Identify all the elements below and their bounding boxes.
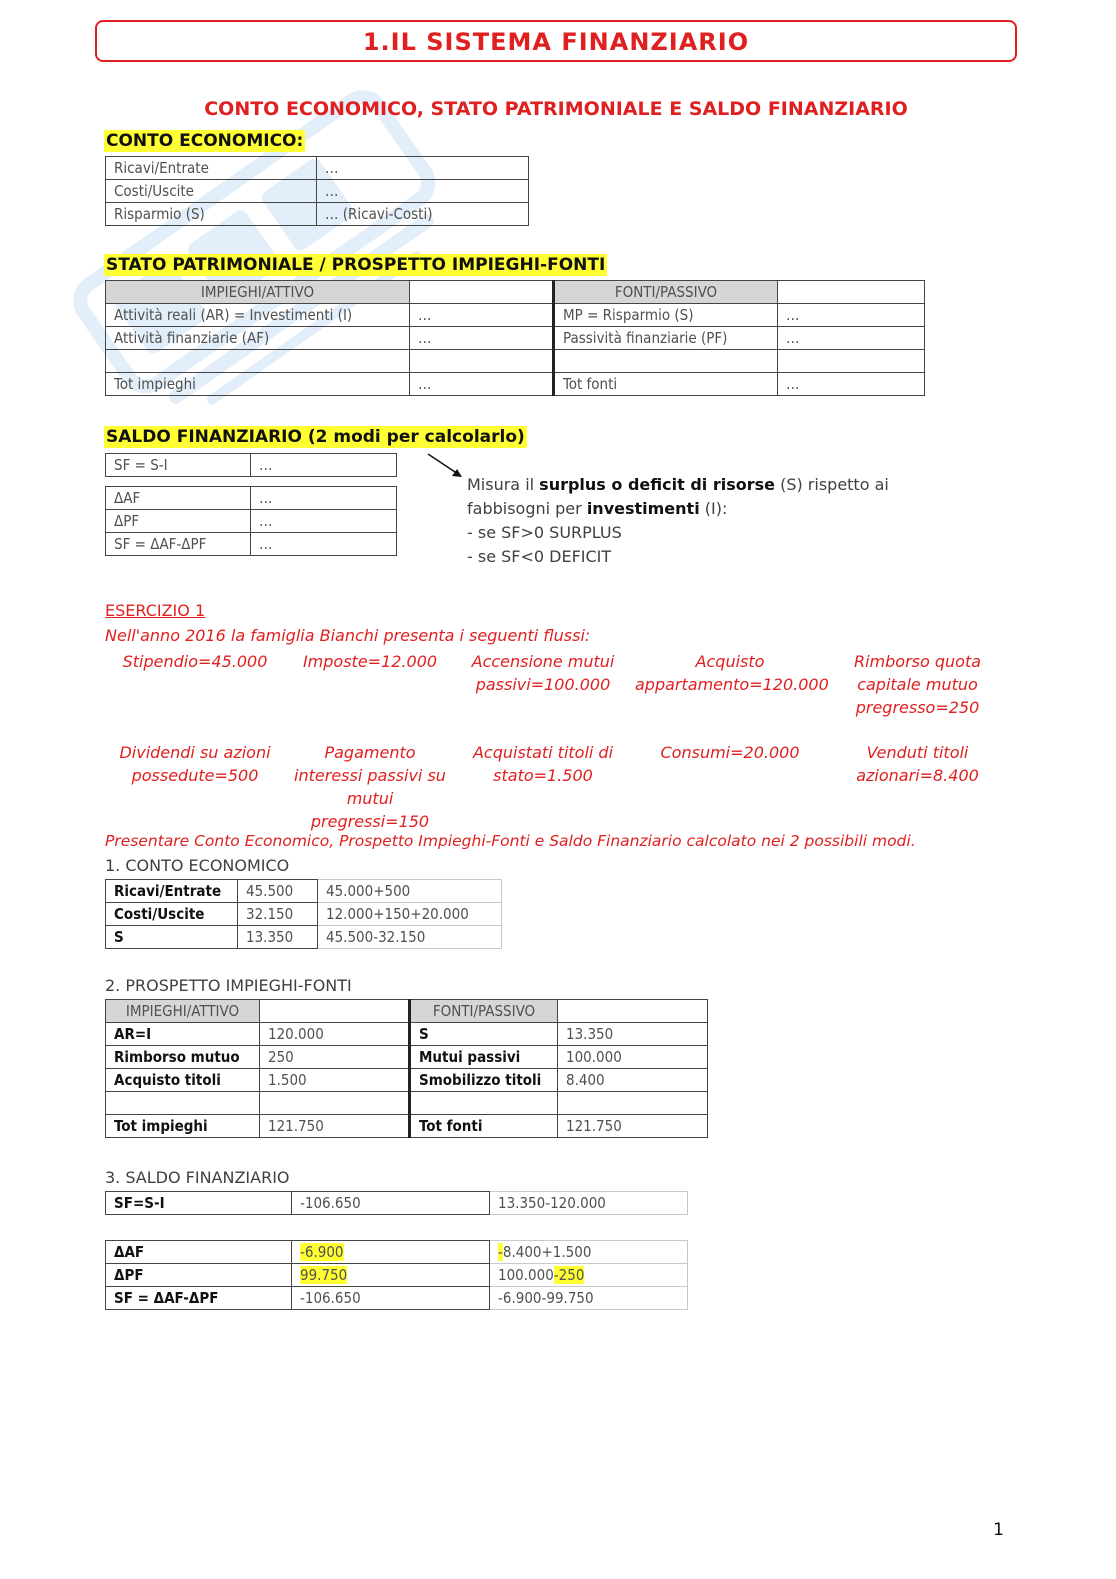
sp-header-cell	[778, 281, 925, 304]
sf-cell: SF = ΔAF-ΔPF	[106, 533, 251, 556]
sol-sp-cell: Smobilizzo titoli	[410, 1069, 558, 1092]
table-row	[106, 533, 397, 556]
sol-sp-cell: Rimborso mutuo	[106, 1046, 260, 1069]
sol-sp-cell: Tot impieghi	[106, 1115, 260, 1138]
table-row	[106, 304, 925, 327]
sp-header-cell: IMPIEGHI/ATTIVO	[106, 281, 410, 304]
sol-ce-table	[105, 879, 502, 949]
sol-sp-cell: Mutui passivi	[410, 1046, 558, 1069]
sol-ce-cell: 32.150	[238, 903, 318, 926]
sf-cell: …	[251, 454, 397, 477]
flow-item: Imposte=12.000	[302, 652, 438, 671]
sf-note	[467, 473, 889, 569]
sol-ce-cell: Ricavi/Entrate	[106, 880, 238, 903]
sf-table-2	[105, 486, 397, 556]
sf-cell: …	[251, 510, 397, 533]
sol-sf-cell: ΔAF	[106, 1241, 292, 1264]
note-line: - se SF<0 DEFICIT	[467, 547, 612, 566]
arrow-icon	[426, 452, 466, 482]
table-row	[106, 1192, 688, 1215]
table-row	[106, 1287, 688, 1310]
exercise-label: ESERCIZIO 1	[105, 601, 206, 620]
sol-sp-cell	[558, 1092, 708, 1115]
sp-cell: …	[410, 327, 554, 350]
sol-sp-header-cell	[260, 1000, 410, 1023]
sol-sp-cell: 120.000	[260, 1023, 410, 1046]
ce-cell: Ricavi/Entrate	[106, 157, 317, 180]
sol-sf-cell: 100.000-250	[490, 1264, 688, 1287]
sp-heading: STATO PATRIMONIALE / PROSPETTO IMPIEGHI-FONTI	[106, 255, 606, 275]
sol-sp-table	[105, 999, 708, 1138]
sf-cell: …	[251, 533, 397, 556]
sf-cell: …	[251, 487, 397, 510]
flow-item: Consumi=20.000	[660, 743, 800, 762]
sp-cell	[106, 350, 410, 373]
flow-item: Acquistati titoli di stato=1.500	[472, 743, 614, 785]
sol-ce-cell: 13.350	[238, 926, 318, 949]
table-row	[106, 1241, 688, 1264]
table-row	[106, 1023, 708, 1046]
sol-sp-header-cell	[558, 1000, 708, 1023]
sol-ce-cell: Costi/Uscite	[106, 903, 238, 926]
sol-sf-cell: -6.900-99.750	[490, 1287, 688, 1310]
highlighted-value: 99.750	[300, 1266, 348, 1284]
sf-cell: ΔAF	[106, 487, 251, 510]
highlighted-sign: -	[498, 1243, 503, 1261]
sp-cell: Attività reali (AR) = Investimenti (I)	[106, 304, 410, 327]
sp-cell: …	[778, 373, 925, 396]
ce-table	[105, 156, 529, 226]
table-row	[106, 203, 529, 226]
ce-cell: …	[317, 157, 529, 180]
sol-ce-heading: 1. CONTO ECONOMICO	[105, 856, 290, 875]
sol-sf-table-2	[105, 1240, 688, 1310]
sp-cell: Tot fonti	[554, 373, 778, 396]
sol-sf-cell: ΔPF	[106, 1264, 292, 1287]
ce-cell: …	[317, 180, 529, 203]
table-row	[106, 327, 925, 350]
sol-sp-cell	[410, 1092, 558, 1115]
sol-sf-cell: -106.650	[292, 1287, 490, 1310]
sp-cell: MP = Risparmio (S)	[554, 304, 778, 327]
sp-cell: …	[410, 373, 554, 396]
sp-header-cell	[410, 281, 554, 304]
highlighted-sign: -250	[553, 1266, 585, 1284]
sol-sp-cell: 8.400	[558, 1069, 708, 1092]
page-number: 1	[993, 1520, 1004, 1540]
flow-item: Rimborso quota capitale mutuo pregresso=250	[853, 652, 982, 717]
sp-cell: Attività finanziarie (AF)	[106, 327, 410, 350]
sp-cell: …	[778, 327, 925, 350]
sol-sp-heading: 2. PROSPETTO IMPIEGHI-FONTI	[105, 976, 352, 995]
sol-sp-cell	[106, 1092, 260, 1115]
title-box	[95, 20, 1017, 62]
sol-sp-header-cell: FONTI/PASSIVO	[410, 1000, 558, 1023]
ce-cell: … (Ricavi-Costi)	[317, 203, 529, 226]
sp-header-cell: FONTI/PASSIVO	[554, 281, 778, 304]
note-line: - se SF>0 SURPLUS	[467, 523, 622, 542]
sol-sp-cell: 121.750	[260, 1115, 410, 1138]
sol-ce-cell: S	[106, 926, 238, 949]
sp-cell: Passività finanziarie (PF)	[554, 327, 778, 350]
table-row	[106, 1046, 708, 1069]
ce-cell: Costi/Uscite	[106, 180, 317, 203]
sol-sp-cell: Tot fonti	[410, 1115, 558, 1138]
table-row	[106, 373, 925, 396]
sp-table	[105, 280, 925, 396]
table-row	[106, 180, 529, 203]
sol-sp-cell: 250	[260, 1046, 410, 1069]
sol-sp-cell: AR=I	[106, 1023, 260, 1046]
sol-sp-cell	[260, 1092, 410, 1115]
section-subtitle: CONTO ECONOMICO, STATO PATRIMONIALE E SALDO FINANZIARIO	[204, 98, 908, 120]
ce-cell: Risparmio (S)	[106, 203, 317, 226]
sol-sf-cell	[292, 1241, 490, 1264]
flow-item: Acquisto appartamento=120.000	[635, 652, 829, 694]
table-row	[106, 157, 529, 180]
flow-item: Accensione mutui passivi=100.000	[471, 652, 615, 694]
table-row	[106, 1115, 708, 1138]
sol-sf-heading: 3. SALDO FINANZIARIO	[105, 1168, 290, 1187]
sol-sf-cell: -8.400+1.500	[490, 1241, 688, 1264]
table-row	[106, 510, 397, 533]
table-row	[106, 350, 925, 373]
table-header-row	[106, 281, 925, 304]
sol-sf-table-1	[105, 1191, 688, 1215]
sol-ce-cell: 45.500-32.150	[318, 926, 502, 949]
sol-sp-cell: S	[410, 1023, 558, 1046]
sol-sf-cell	[292, 1264, 490, 1287]
page-title: 1.IL SISTEMA FINANZIARIO	[362, 28, 750, 56]
flow-item: Dividendi su azioni possedute=500	[119, 743, 271, 785]
flow-item: Pagamento interessi passivi su mutui pregressi=150	[294, 743, 446, 831]
sp-cell: …	[778, 304, 925, 327]
sol-sf-cell: SF=S-I	[106, 1192, 292, 1215]
highlighted-value: -6.900	[300, 1243, 344, 1261]
sol-sp-header-cell: IMPIEGHI/ATTIVO	[106, 1000, 260, 1023]
sp-cell	[410, 350, 554, 373]
table-row	[106, 926, 502, 949]
sol-sp-cell: Acquisto titoli	[106, 1069, 260, 1092]
sol-sp-cell: 100.000	[558, 1046, 708, 1069]
sf-heading: SALDO FINANZIARIO (2 modi per calcolarlo)	[106, 427, 525, 447]
sp-cell: Tot impieghi	[106, 373, 410, 396]
table-header-row	[106, 1000, 708, 1023]
sol-sf-cell: 13.350-120.000	[490, 1192, 688, 1215]
sol-sp-cell: 121.750	[558, 1115, 708, 1138]
sol-ce-cell: 45.500	[238, 880, 318, 903]
sol-sf-cell: SF = ΔAF-ΔPF	[106, 1287, 292, 1310]
sp-cell	[554, 350, 778, 373]
sp-cell: …	[410, 304, 554, 327]
flow-item: Venduti titoli azionari=8.400	[856, 743, 979, 785]
ce-heading: CONTO ECONOMICO:	[106, 131, 304, 151]
exercise-intro: Nell'anno 2016 la famiglia Bianchi presenta i seguenti flussi:	[105, 626, 591, 645]
note-line: Misura il surplus o deficit di risorse (S) rispetto ai	[467, 475, 889, 494]
exercise-task: Presentare Conto Economico, Prospetto Impieghi-Fonti e Saldo Finanziario calcolato nei 2 possibili modi.	[105, 832, 916, 850]
sol-sp-cell: 13.350	[558, 1023, 708, 1046]
table-row	[106, 1264, 688, 1287]
note-line: fabbisogni per investimenti (I):	[467, 499, 728, 518]
sol-ce-cell: 12.000+150+20.000	[318, 903, 502, 926]
flow-item: Stipendio=45.000	[122, 652, 268, 671]
sf-cell: ΔPF	[106, 510, 251, 533]
table-row	[106, 880, 502, 903]
sp-cell	[778, 350, 925, 373]
sf-cell: SF = S-I	[106, 454, 251, 477]
sol-sp-cell: 1.500	[260, 1069, 410, 1092]
sol-sf-cell: -106.650	[292, 1192, 490, 1215]
sol-ce-cell: 45.000+500	[318, 880, 502, 903]
table-row	[106, 1069, 708, 1092]
table-row	[106, 903, 502, 926]
table-row	[106, 487, 397, 510]
sf-table-1	[105, 453, 397, 477]
table-row	[106, 1092, 708, 1115]
table-row	[106, 454, 397, 477]
